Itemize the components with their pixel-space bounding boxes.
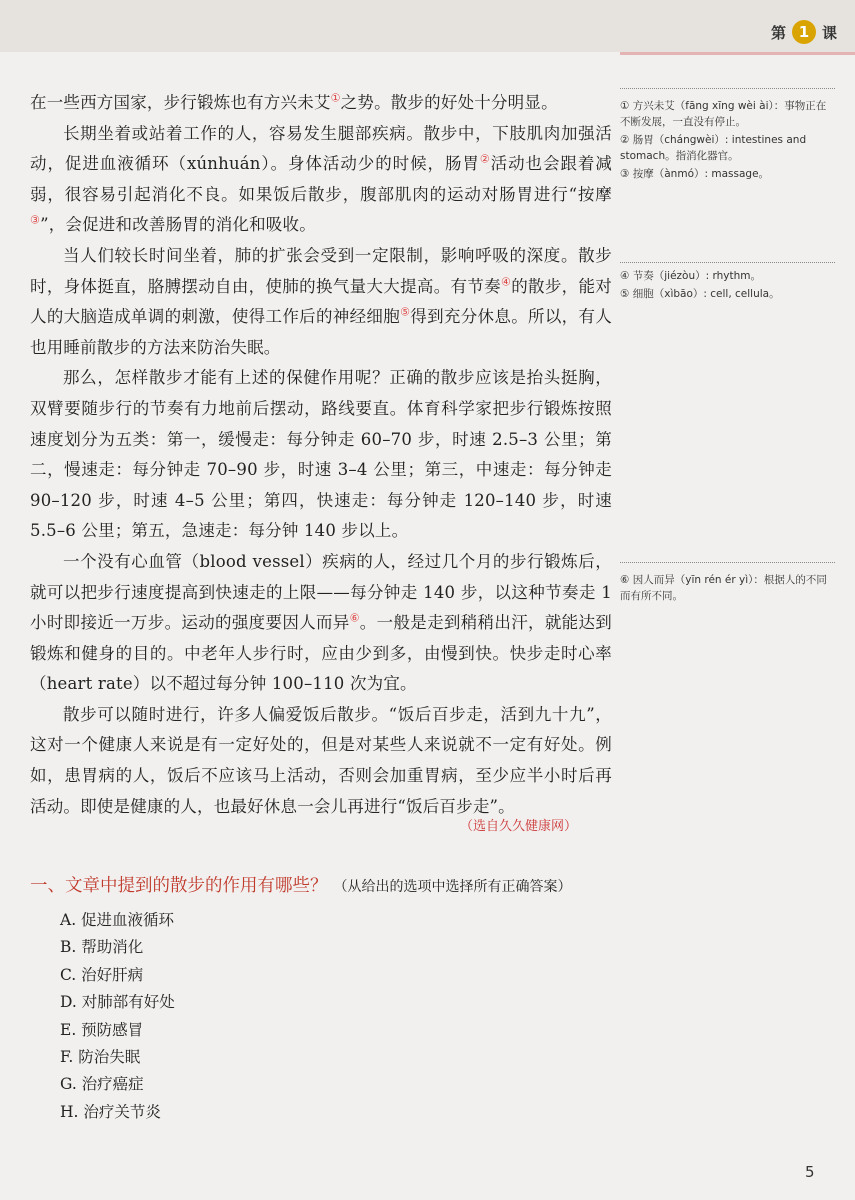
article-source: （选自久久健康网） [460,819,578,834]
paragraph-text: 散步可以随时进行，许多人偏爱饭后散步。“饭后百步走，活到九十九”，这对一个健康人来说是有一定好处的，但是对某些人来说就不一定有好处。例如，患胃病的人，饭后不应该马上活动，否则会加重胃病，至少应半小时后再活动。即使是健康的人，也最好休息一会儿再进行“饭后百步走”。 [30,704,612,816]
footnote-marker: ⑤ [400,305,411,319]
answer-option: F. 防治失眠 [60,1048,141,1067]
paragraph-text: 当人们较长时间坐着，肺的扩张会受到一定限制，影响呼吸的深度。散步时，身体挺直，胳膊摆动自由，使肺的换气量大大提高。有节奏 [30,245,612,296]
answer-option: H. 治疗关节炎 [60,1102,161,1121]
article-paragraph [30,119,612,241]
paragraph-text: 。一般是走到稍稍出汗，就能达到锻炼和健身的目的。中老年人步行时，应由少到多，由慢到快。快步走时心率（heart rate）以不超过每分钟 100–110 次为宜。 [30,613,612,694]
notes-divider [620,562,835,563]
paragraph-text: 之势。散步的好处十分明显。 [340,93,558,112]
lesson-suffix: 课 [821,23,837,42]
lesson-prefix: 第 [770,23,786,42]
notes-divider [620,262,835,263]
answer-option: A. 促进血液循环 [60,911,175,929]
footnote-marker: ⑥ [349,611,360,625]
lesson-label [771,20,837,44]
footnotes-group-3 [620,572,830,606]
paragraph-text: 一个没有心血管（blood vessel）疾病的人，经过几个月的步行锻炼后，就可以把步行速度提高到快速走的上限——每分钟走 140 步，以这种节奏走 1 小时即接近一万步。运动的强度要因人而异 [30,551,612,633]
footnote-item: ② 肠胃（chángwèi）: intestines and stomach。指消化器官。 [620,134,807,162]
footnotes-group-2 [620,268,830,304]
paragraph-text: ”，会促进和改善肠胃的消化和吸收。 [40,215,316,235]
header-accent-rule [620,52,855,55]
paragraph-text: 长期坐着或站着工作的人，容易发生腿部疾病。散步中，下肢肌肉加强活动，促进血液循环（xúnhuán）。身体活动少的时候，肠胃 [30,123,612,174]
paragraph-text: 的散步，能对人的大脑造成单调的刺激，使得工作后的神经细胞 [30,276,612,327]
paragraph-text: 得到充分休息。所以，有人也用睡前散步的方法来防治失眠。 [30,307,613,357]
footnote-item: ⑤ 细胞（xìbāo）: cell, cellula。 [620,288,780,300]
article-paragraph [30,547,612,700]
footnote-marker: ③ [30,213,41,227]
question-hint: （从给出的选项中选择所有正确答案） [333,879,572,895]
answer-option: E. 预防感冒 [60,1020,144,1039]
answer-option: G. 治疗癌症 [60,1075,144,1094]
article-paragraph [30,700,612,822]
paragraph-text: 在一些西方国家，步行锻炼也有方兴未艾 [30,93,331,112]
footnote-marker: ① [330,91,341,105]
paragraph-text: 那么，怎样散步才能有上述的保健作用呢？正确的散步应该是抬头挺胸，双臂要随步行的节奏有力地前后摆动，路线要直。体育科学家把步行锻炼按照速度划分为五类：第一，缓慢走：每分钟走 60–70 步，时速 2.5–3 公里；第二，慢速走：每分钟走 70–90 步，时速 3–4 公里；第三，中速走：每分钟走 90–120 步，时速 4–5 公里；第四，快速走：每分钟走 120–140 步，时速 5.5–6 公里；第五，急速走：每分钟 140 步以上。 [30,368,612,541]
footnote-marker: ② [479,152,491,166]
question-heading [30,872,572,897]
notes-divider [620,88,835,89]
answer-option: B. 帮助消化 [60,938,144,957]
answer-option: D. 对肺部有好处 [60,993,175,1012]
footnote-item: ⑥ 因人而异（yīn rén ér yì）：根据人的不同而有所不同。 [620,574,827,602]
answer-options [60,907,175,1126]
answer-option: C. 治好肝病 [60,965,144,984]
lesson-number-badge: 1 [792,20,816,44]
footnotes-group-1 [620,98,830,184]
article-paragraph [30,88,612,119]
footnote-item: ① 方兴未艾（fāng xīng wèi ài）：事物正在不断发展，一直没有停止。 [620,100,827,128]
page-number: 5 [805,1163,815,1181]
article-paragraph [30,241,612,363]
footnote-item: ③ 按摩（ànmó）: massage。 [620,168,770,180]
page-header [0,0,855,52]
article-body [30,88,612,822]
article-paragraph [30,363,612,547]
footnote-marker: ④ [501,275,512,289]
footnote-item: ④ 节奏（jiézòu）: rhythm。 [620,270,762,282]
question-title: 一、文章中提到的散步的作用有哪些？ [30,876,328,896]
paragraph-text: 活动也会跟着减弱，很容易引起消化不良。如果饭后散步，腹部肌肉的运动对肠胃进行“按摩 [30,154,613,204]
